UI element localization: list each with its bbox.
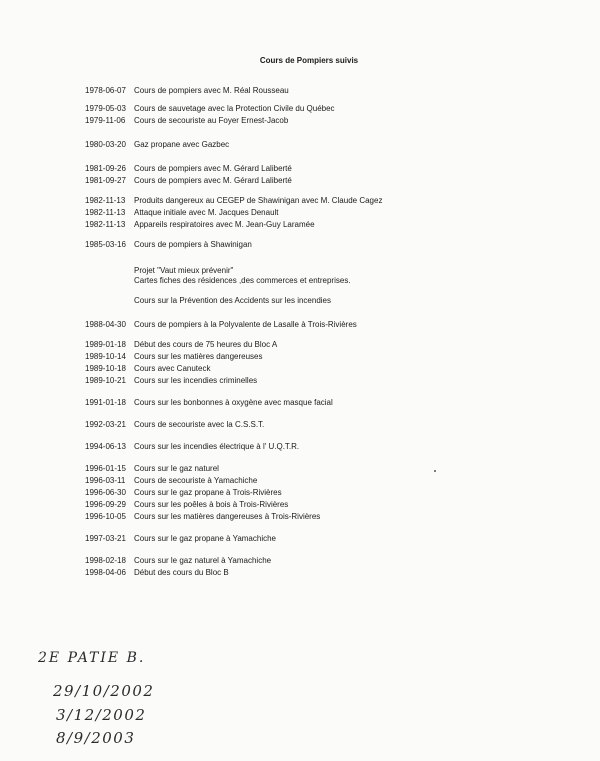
project-note: Projet "Vaut mieux prévenir" (134, 266, 234, 275)
course-entry (85, 420, 264, 430)
entry-date: 1982-11-13 (85, 196, 126, 205)
course-entry (85, 196, 382, 206)
entry-text: Gaz propane avec Gazbec (134, 140, 230, 149)
entry-date: 1981-09-27 (85, 176, 126, 185)
handwritten-date: 29/10/2002 (53, 682, 155, 700)
entry-date: 1979-11-06 (85, 116, 126, 125)
entry-text: Cours sur les incendies criminelles (134, 376, 258, 385)
course-entry (85, 500, 288, 510)
entry-text: Cours de pompiers à Shawinigan (134, 240, 252, 249)
course-entry (85, 352, 263, 362)
course-entry (85, 476, 257, 486)
entry-date: 1996-09-29 (85, 500, 126, 509)
entry-date: 1989-10-14 (85, 352, 126, 361)
entry-text: Appareils respiratoires avec M. Jean-Guy Laramée (134, 220, 315, 229)
entry-date: 1998-02-18 (85, 556, 126, 565)
entry-date: 1998-04-06 (85, 568, 126, 577)
entry-text: Cours de pompiers à la Polyvalente de Lasalle à Trois-Rivières (134, 320, 357, 329)
course-entry (85, 364, 210, 374)
course-entry (85, 176, 292, 186)
course-entry (85, 140, 229, 150)
course-entry (85, 512, 320, 522)
entry-date: 1982-11-13 (85, 208, 126, 217)
entry-date: 1994-06-13 (85, 442, 126, 451)
course-entry (85, 164, 292, 174)
course-entry (85, 104, 335, 114)
entry-text: Début des cours de 75 heures du Bloc A (134, 340, 278, 349)
course-entry (85, 376, 257, 386)
course-entry (85, 340, 277, 350)
handwritten-date: 3/12/2002 (56, 706, 147, 724)
entry-text: Cours sur les matières dangereuses (134, 352, 263, 361)
entry-date: 1989-10-18 (85, 364, 126, 373)
entry-text: Cours de pompiers avec M. Gérard Laliberté (134, 164, 292, 173)
course-entry (85, 398, 333, 408)
entry-date: 1989-10-21 (85, 376, 126, 385)
entry-date: 1980-03-20 (85, 140, 126, 149)
entry-text: Cours de pompiers avec M. Gérard Laliberté (134, 176, 292, 185)
course-entry (85, 534, 276, 544)
entry-date: 1997-03-21 (85, 534, 126, 543)
entry-text: Cours sur le gaz propane à Trois-Rivières (134, 488, 282, 497)
course-entry (85, 320, 357, 330)
entry-text: Cours sur les incendies électrique à l' U.Q.T.R. (134, 442, 300, 451)
entry-text: Cours de sauvetage avec la Protection Civile du Québec (134, 104, 335, 113)
course-entry (85, 464, 219, 474)
entry-text: Cours avec Canuteck (134, 364, 211, 373)
entry-date: 1985-03-16 (85, 240, 126, 249)
entry-text: Cours sur les bonbonnes à oxygène avec masque facial (134, 398, 333, 407)
entry-date: 1996-10-05 (85, 512, 126, 521)
entry-text: Cours sur les poêles à bois à Trois-Rivières (134, 500, 289, 509)
course-entry (85, 442, 299, 452)
course-entry (85, 240, 252, 250)
handwritten-date: 8/9/2003 (56, 729, 136, 747)
entry-text: Cours de secouriste à Yamachiche (134, 476, 258, 485)
entry-date: 1989-01-18 (85, 340, 126, 349)
course-entry (85, 86, 289, 96)
entry-date: 1991-01-18 (85, 398, 126, 407)
entry-text: Attaque initiale avec M. Jacques Denault (134, 208, 279, 217)
entry-date: 1988-04-30 (85, 320, 126, 329)
course-entry (85, 568, 229, 578)
prevention-note: Cours sur la Prévention des Accidents sur les incendies (134, 296, 331, 305)
entry-date: 1981-09-26 (85, 164, 126, 173)
entry-text: Cours de secouriste avec la C.S.S.T. (134, 420, 265, 429)
course-entry (85, 116, 288, 126)
project-note: Cartes fiches des résidences ,des commerces et entreprises. (134, 276, 351, 285)
entry-date: 1979-05-03 (85, 104, 126, 113)
course-entry (85, 208, 279, 218)
document-title: Cours de Pompiers suivis (259, 56, 359, 65)
course-entry (85, 220, 315, 230)
handwritten-heading: 2E PATIE B. (38, 650, 146, 666)
entry-date: 1996-06-30 (85, 488, 126, 497)
entry-date: 1978-06-07 (85, 86, 126, 95)
entry-text: Cours sur le gaz propane à Yamachiche (134, 534, 277, 543)
entry-date: 1992-03-21 (85, 420, 126, 429)
entry-text: Produits dangereux au CEGEP de Shawinigan avec M. Claude Cagez (134, 196, 383, 205)
entry-text: Cours sur les matières dangereuses à Trois-Rivières (134, 512, 321, 521)
entry-text: Cours sur le gaz naturel à Yamachiche (134, 556, 272, 565)
course-entry (85, 556, 271, 566)
entry-text: Début des cours du Bloc B (134, 568, 229, 577)
entry-text: Cours de secouriste au Foyer Ernest-Jacob (134, 116, 289, 125)
entry-text: Cours sur le gaz naturel (134, 464, 219, 473)
entry-text: Cours de pompiers avec M. Réal Rousseau (134, 86, 289, 95)
entry-date: 1996-01-15 (85, 464, 126, 473)
course-entry (85, 488, 282, 498)
scan-speck (434, 470, 436, 472)
entry-date: 1982-11-13 (85, 220, 126, 229)
entry-date: 1996-03-11 (85, 476, 126, 485)
